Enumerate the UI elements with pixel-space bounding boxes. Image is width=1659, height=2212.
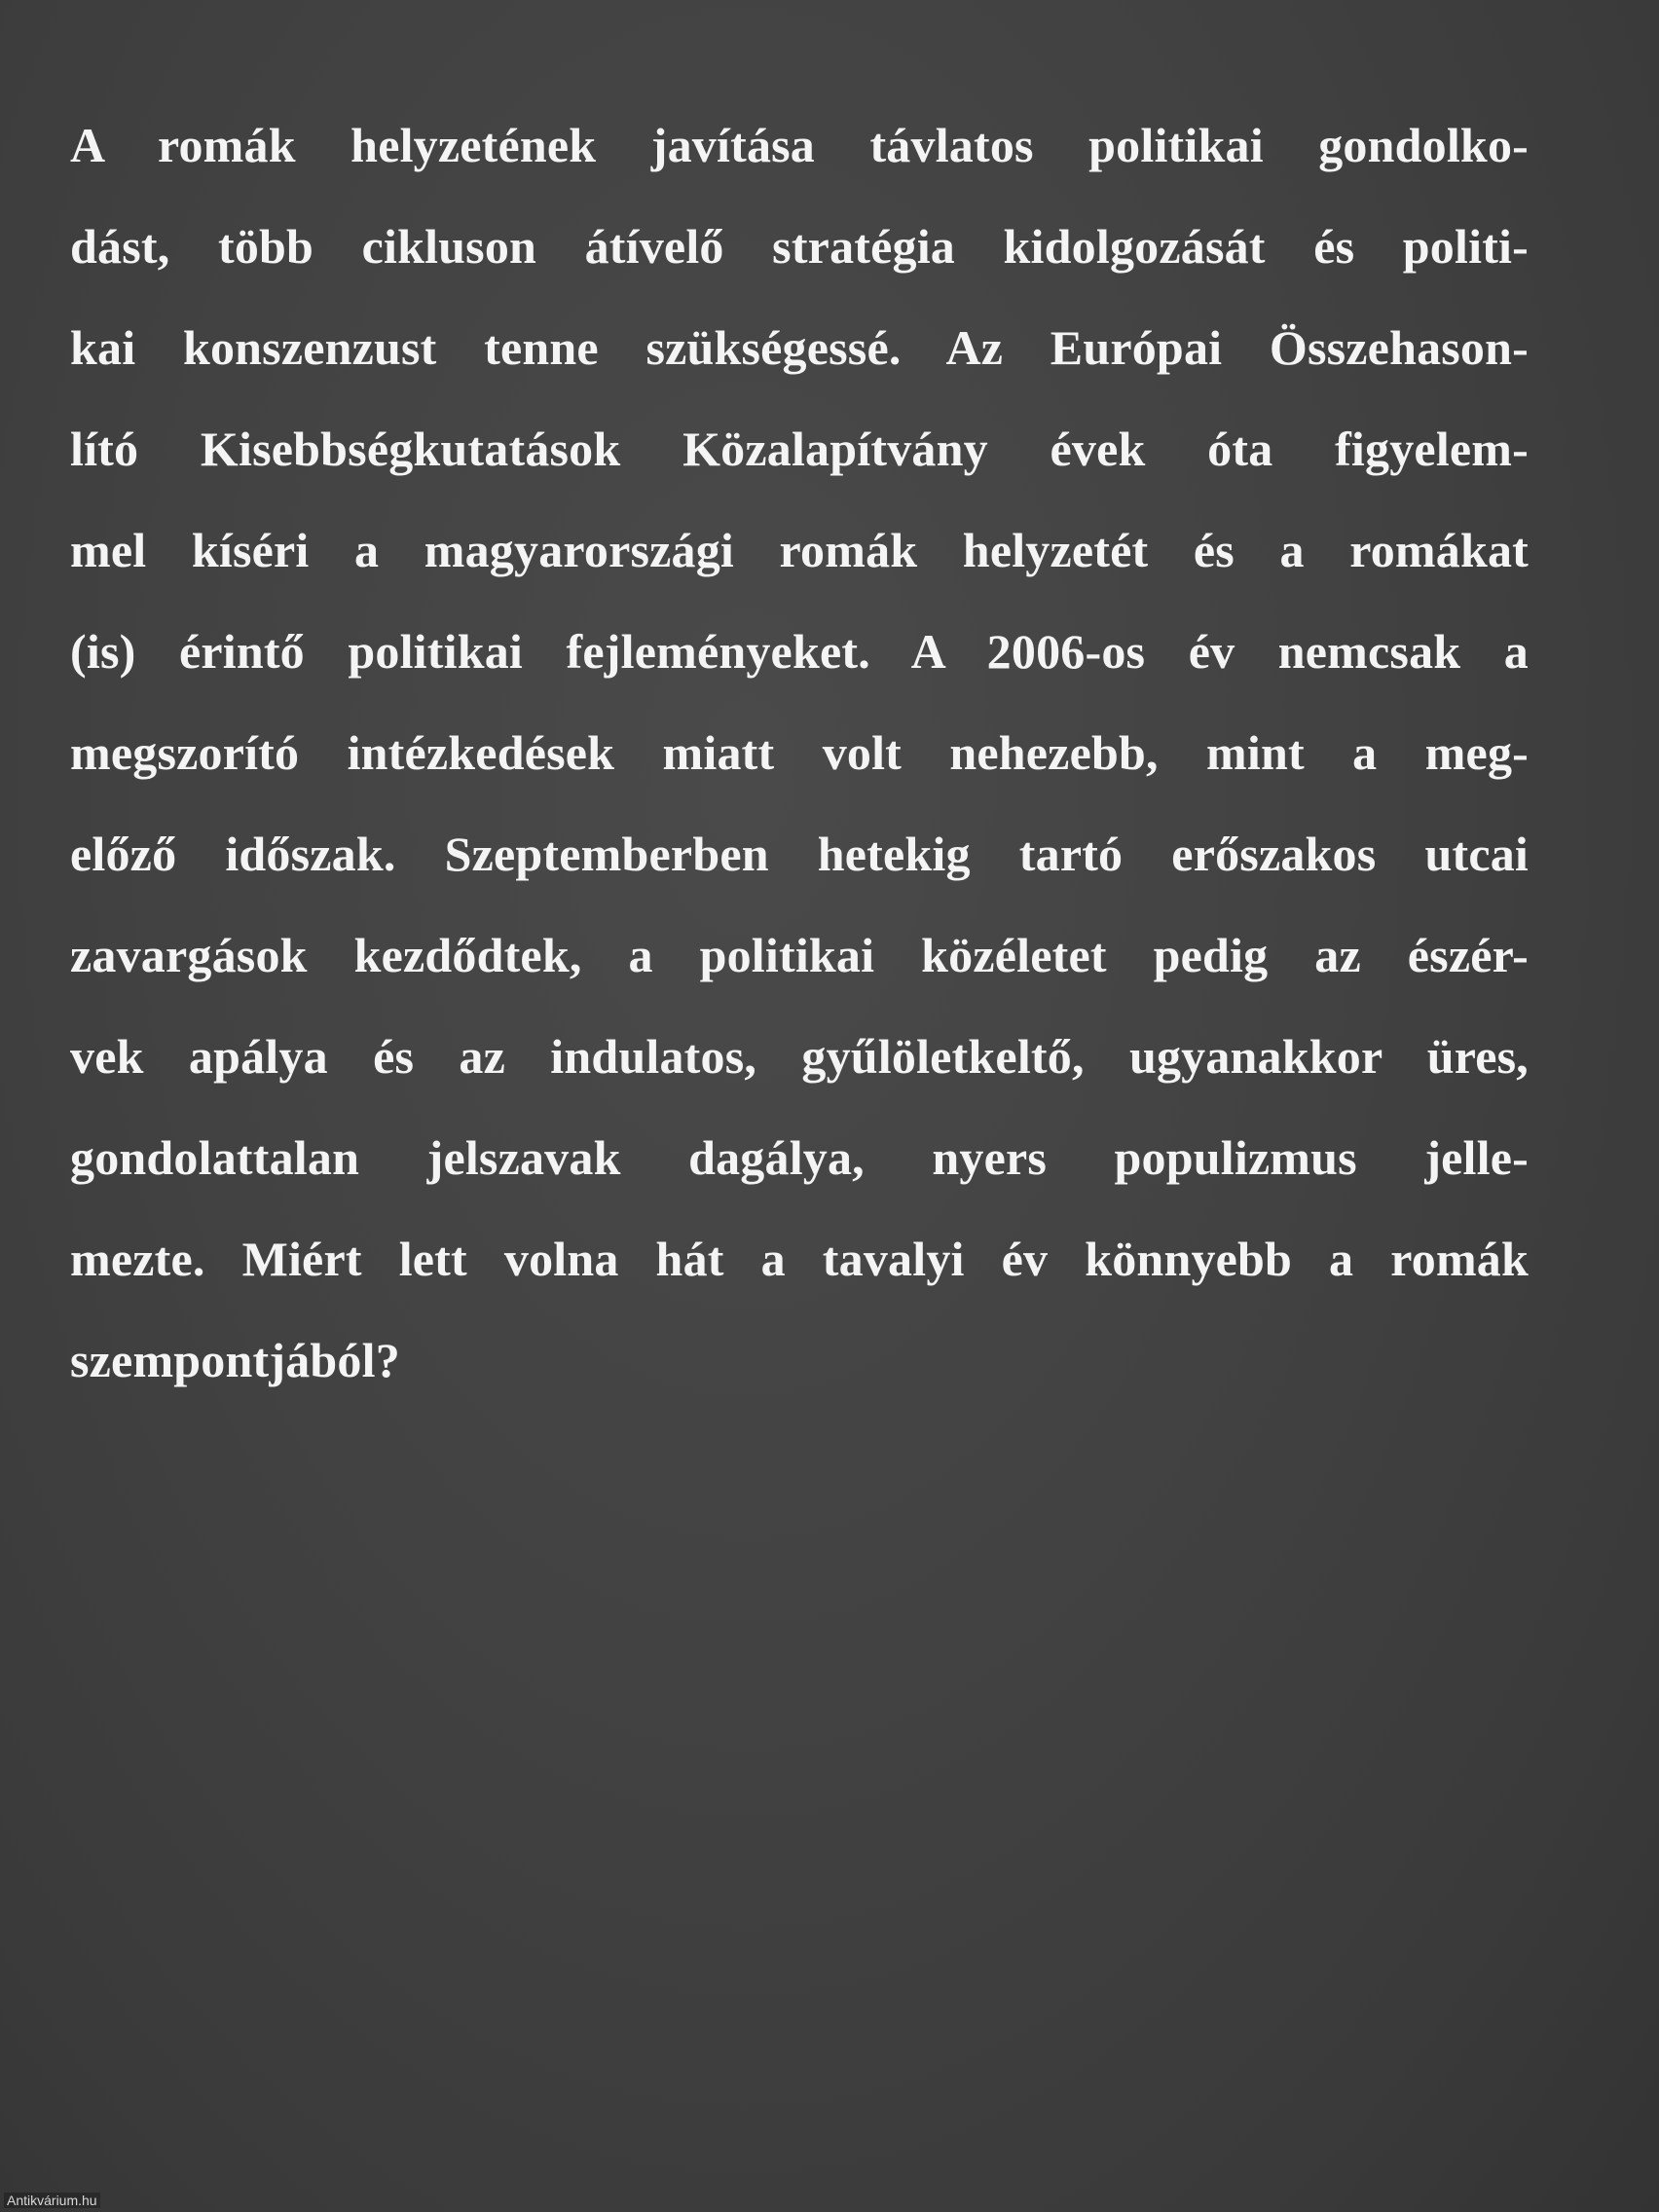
blurb-line: előző időszak. Szeptemberben hetekig tartó erőszakos utcai	[70, 827, 1529, 881]
blurb-line: zavargások kezdődtek, a politikai közéletet pedig az észér-	[70, 928, 1529, 982]
blurb-line: vek apálya és az indulatos, gyűlöletkeltő, ugyanakkor üres,	[70, 1029, 1529, 1084]
blurb-line: dást, több cikluson átívelő stratégia kidolgozását és politi-	[70, 219, 1529, 274]
watermark: Antikvárium.hu	[4, 2193, 100, 2208]
blurb-line: A romák helyzetének javítása távlatos politikai gondolko-	[70, 118, 1529, 172]
cover-blurb	[70, 118, 1529, 1437]
blurb-line: kai konszenzust tenne szükségessé. Az Európai Összehason-	[70, 320, 1529, 375]
blurb-line: mel kíséri a magyarországi romák helyzetét és a romákat	[70, 523, 1529, 577]
blurb-line: szempontjából?	[70, 1333, 400, 1387]
blurb-line: mezte. Miért lett volna hát a tavalyi év könnyebb a romák	[70, 1232, 1529, 1286]
blurb-line: lító Kisebbségkutatások Közalapítvány évek óta figyelem-	[70, 422, 1529, 476]
blurb-line: (is) érintő politikai fejleményeket. A 2006-os év nemcsak a	[70, 624, 1529, 679]
blurb-line: megszorító intézkedések miatt volt nehezebb, mint a meg-	[70, 725, 1529, 780]
blurb-line: gondolattalan jelszavak dagálya, nyers populizmus jelle-	[70, 1130, 1529, 1185]
